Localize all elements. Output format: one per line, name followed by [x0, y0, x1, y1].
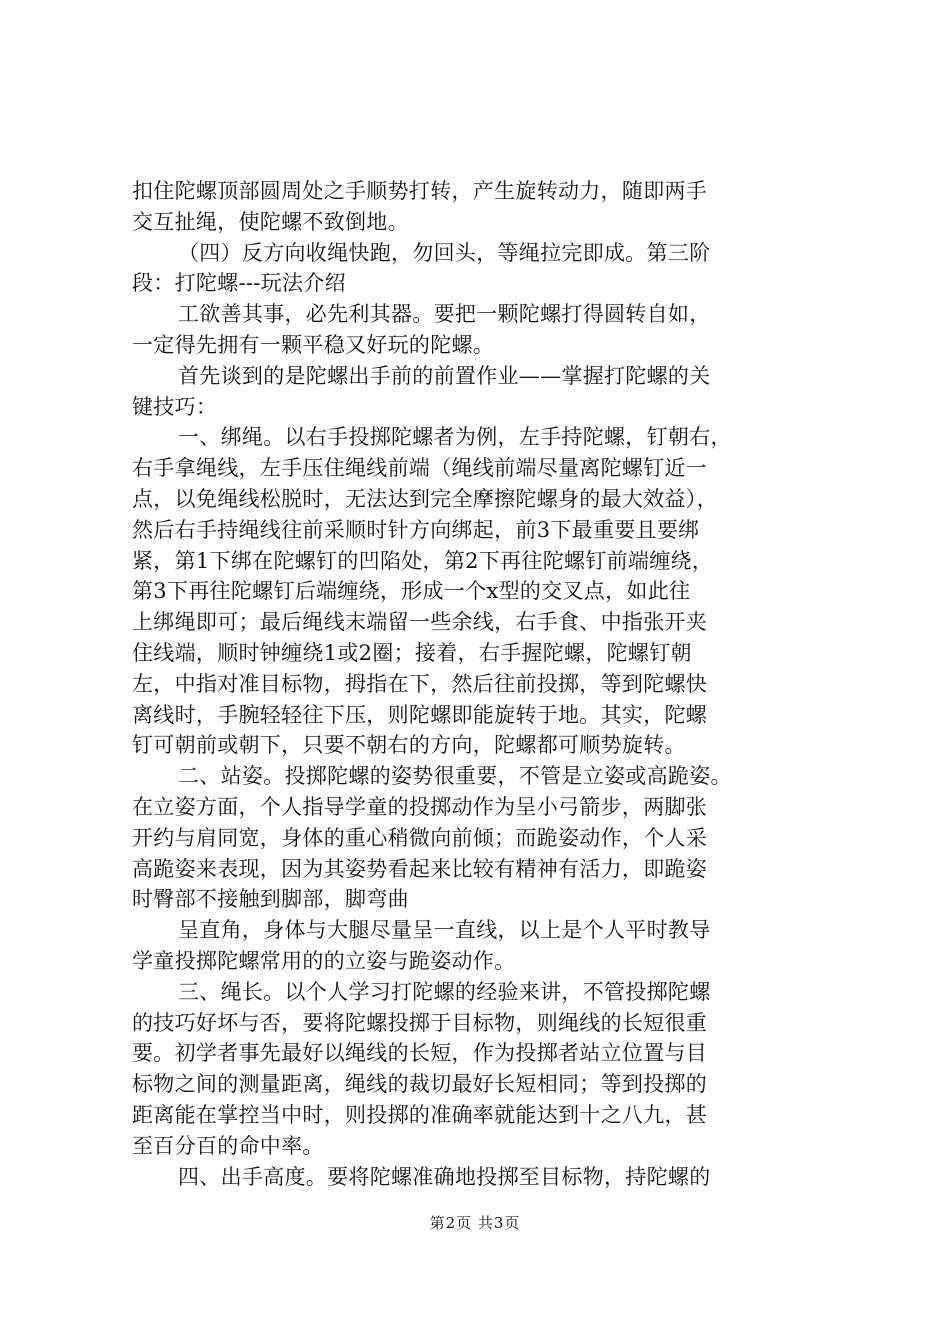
text-line: 学童投掷陀螺常用的的立姿与跪姿动作。	[132, 948, 516, 973]
text-line: 键技巧：	[132, 394, 218, 419]
text-line: 首先谈到的是陀螺出手前的前置作业——掌握打陀螺的关	[178, 363, 711, 388]
text-line: 要。初学者事先最好以绳线的长短，作为投掷者站立位置与目	[132, 1041, 708, 1066]
text-line: 钉可朝前或朝下，只要不朝右的方向，陀螺都可顺势旋转。	[132, 733, 686, 758]
text-line: （四）反方向收绳快跑，勿回头，等绳拉完即成。第三阶	[178, 240, 711, 265]
text-line: 时臀部不接触到脚部，脚弯曲	[132, 887, 409, 912]
text-line: 至百分百的命中率。	[132, 1133, 324, 1158]
text-line: 左，中指对准目标物，拇指在下，然后往前投掷，等到陀螺快	[132, 671, 708, 696]
text-line: 离线时，手腕轻轻往下压，则陀螺即能旋转于地。其实，陀螺	[132, 702, 708, 727]
text-line: 呈直角，身体与大腿尽量呈一直线，以上是个人平时教导	[178, 918, 711, 943]
text-line: 一定得先拥有一颗平稳又好玩的陀螺。	[132, 332, 495, 357]
text-line: 住线端，顺时钟缠绕1或2圈；接着，右手握陀螺，陀螺钉朝	[132, 640, 692, 665]
text-line: 三、绳长。以个人学习打陀螺的经验来讲，不管投掷陀螺	[178, 979, 711, 1004]
text-line: 交互扯绳，使陀螺不致倒地。	[132, 209, 409, 234]
text-line: 第3下再往陀螺钉后端缠绕，形成一个x型的交叉点，如此往	[132, 579, 691, 604]
text-line: 紧，第1下绑在陀螺钉的凹陷处，第2下再往陀螺钉前端缠绕，	[132, 548, 714, 573]
text-line: 高跪姿来表现，因为其姿势看起来比较有精神有活力，即跪姿	[132, 856, 708, 881]
text-line: 开约与肩同宽，身体的重心稍微向前倾；而跪姿动作，个人采	[132, 825, 708, 850]
text-line: 上绑绳即可；最后绳线末端留一些余线，右手食、中指张开夹	[132, 610, 708, 635]
text-line: 段：打陀螺---玩法介绍	[132, 271, 346, 296]
text-line: 右手拿绳线，左手压住绳线前端（绳线前端尽量离陀螺钉近一	[132, 456, 708, 481]
text-line: 的技巧好坏与否，要将陀螺投掷于目标物，则绳线的长短很重	[132, 1010, 708, 1035]
text-line: 一、绑绳。以右手投掷陀螺者为例，左手持陀螺，钉朝右，	[178, 425, 732, 450]
text-line: 点，以免绳线松脱时，无法达到完全摩擦陀螺身的最大效益），	[132, 486, 718, 511]
document-body	[132, 176, 832, 1192]
text-line: 在立姿方面，个人指导学童的投掷动作为呈小弓箭步，两脚张	[132, 794, 708, 819]
text-line: 距离能在掌控当中时，则投掷的准确率就能达到十之八九，甚	[132, 1102, 708, 1127]
text-line: 二、站姿。投掷陀螺的姿势很重要，不管是立姿或高跪姿。	[178, 764, 732, 789]
text-line: 标物之间的测量距离，绳线的裁切最好长短相同；等到投掷的	[132, 1072, 708, 1097]
text-line: 四、出手高度。要将陀螺准确地投掷至目标物，持陀螺的	[178, 1164, 711, 1189]
text-line: 扣住陀螺顶部圆周处之手顺势打转，产生旋转动力，随即两手	[132, 179, 708, 203]
text-line: 工欲善其事，必先利其器。要把一颗陀螺打得圆转自如，	[178, 302, 711, 327]
page-number-footer: 第2页 共3页	[429, 1214, 521, 1232]
text-line: 然后右手持绳线往前采顺时针方向绑起，前3下最重要且要绑	[132, 517, 700, 542]
